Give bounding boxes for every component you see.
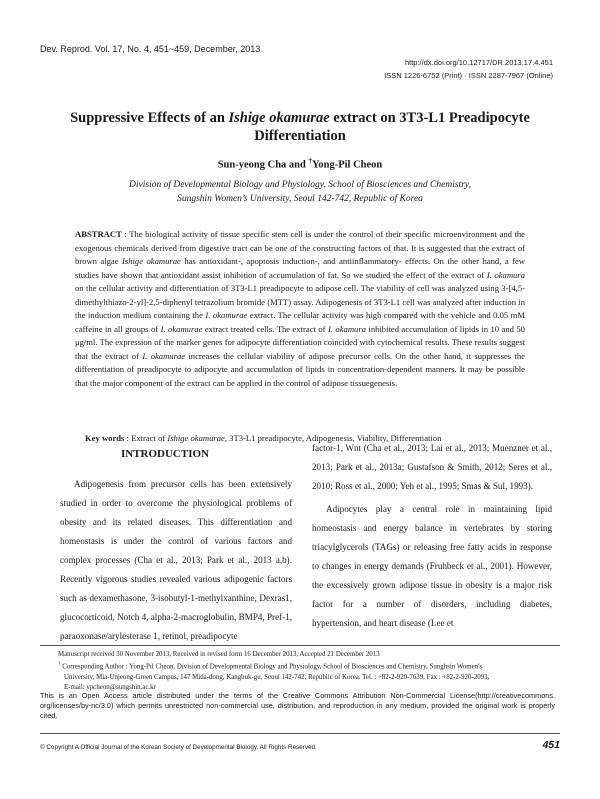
body-paragraph: Adipogenesis from precursor cells has been extensively studied in order to overcome the physiological problems of obesity and its related diseases. This differentiation and homeostasis is under the control of various factors and complex processes (Cha et al., 2013; Park et al., 2013 a,b). Recently vigorous studies revealed various adipogenic factors such as dexamethasone, 3-isobutyl-1-methylxanthine, Dexras1, glucocorticoid, Notch 4, alpha-2-macroglobulin, BMP4, Pref-1, paraoxonase/arylesterase 1, retinol, preadipocyte bbox=[60, 479, 292, 641]
abstract-text: extract treated cells. The extract of bbox=[202, 323, 328, 334]
body-paragraph: Adipocytes play a central role in maintaining lipid homeostasis and energy balance in vertebrates by storing triacylglycerols (TAGs) or releasing free fatty acids in response to changes in energy demands (Fruhbeck et al., 2001). However, the excessively grown adipose tissue in obesity is a major risk factor for a number of disorders, including diabetes, hypertension, and heart disease (Lee et bbox=[312, 504, 552, 628]
footnotes bbox=[58, 650, 558, 693]
keywords-text: : Extract of bbox=[124, 433, 168, 443]
abstract-species: Ishige okamurae bbox=[122, 256, 181, 267]
abstract-text: on the cellular activity and differentiation of 3T3-L1 preadipocyte to adipose cell. The viability of cell was analyzed using 3-[4,5-dimethylthiazo-2-yl]-2,5-diphenyl tetrazolium bromide (MTT) assay. Adipogenesis of 3T3-L1 cell was analyzed after induction in the induction medium containing the bbox=[75, 283, 525, 321]
paper-title bbox=[40, 109, 560, 145]
title-part2: extract on 3T3-L1 Preadipocyte bbox=[329, 110, 530, 126]
footnote-divider bbox=[40, 645, 560, 646]
manuscript-dates: Manuscript received 30 November 2013, Received in revised form 16 December 2013, Accepted 21 December 2013 bbox=[58, 651, 380, 658]
issn-line: ISSN 1226-6752 (Print) · ISSN 2287-7967 (Online) bbox=[384, 71, 553, 80]
abstract-species: I. okamura bbox=[486, 269, 525, 280]
corresponding-author bbox=[58, 660, 558, 673]
abstract-label: ABSTRACT bbox=[75, 229, 122, 239]
keywords-species: Ishige okamurae bbox=[167, 433, 225, 443]
author-second: Yong-Pil Cheon bbox=[311, 159, 383, 171]
keywords-text: , 3T3-L1 preadipocyte, Adipogenesis, Viability, Differentiation bbox=[224, 433, 442, 443]
body-paragraph: factor-1, Wnt (Cha et al., 2013; Lai et al., 2013; Muenzner et al., 2013; Park et al., 2013a; Gustafson & Smith, 2012; Seres et al., 2010; Ross et al., 2000; Yeh et al., 1995; Smas & Sul, 1993). bbox=[312, 443, 552, 491]
doi-link[interactable]: http://dx.doi.org/10.12717/DR.2013.17.4.451 bbox=[404, 58, 553, 67]
abstract-species: I. okamura bbox=[327, 323, 366, 334]
abstract-text: has antioxidant-, apoptosis induction-, and antiinflammatory- effects. On the other hand, a few studies have shown that antioxidant assist inhibition of accumulation of fat. So we studied the effect of the extract of bbox=[75, 256, 525, 280]
body-column-left bbox=[60, 475, 292, 646]
journal-citation: Dev. Reprod. Vol. 17, No. 4, 451~459, December, 2013 bbox=[40, 44, 261, 54]
corresponding-text: Corresponding Author : Yong-Pil Cheon, Division of Developmental Biology and Physiology, School of Biosciences and Chemistry, Sunghsin Women's bbox=[60, 663, 483, 671]
corresponding-dagger: † bbox=[308, 157, 312, 165]
abstract-text: extract. The cellular activity was high compared with the vehicle and 0.05 mM caffeine in all groups of bbox=[75, 310, 525, 334]
abstract-species: I. okamurae bbox=[160, 323, 203, 334]
affiliation-line1: Division of Developmental Biology and Physiology, School of Biosciences and Chemistry, bbox=[129, 180, 471, 190]
abstract bbox=[75, 228, 525, 391]
abstract-text: increases the cellular viability of adipose precursor cells. On the other hand, it suppresses the differentiation of preadipocyte to adipocyte and accumulation of lipids in concentration-dependent manners. It may be possible that the major component of the extract can be applied in the control of adipose tissuegenesis. bbox=[75, 350, 525, 389]
copyright: © Copyright A Official Journal of the Korean Society of Developmental Biology. All Rights Reserved. bbox=[40, 744, 317, 751]
corresponding-dagger: † bbox=[58, 662, 61, 668]
footer-divider bbox=[40, 733, 560, 734]
title-line2: Differentiation bbox=[254, 128, 346, 144]
section-heading-introduction: INTRODUCTION bbox=[120, 448, 209, 460]
open-access-notice: This is an Open Access article distributed under the terms of the Creative Commons Attribution Non-Commercial License(http://creativecommons. org/licenses/by-nc/3.0) which permits unrestricted non-commercial use, distribution, and reproduction in any medium, provided the original work is properly cited. bbox=[40, 691, 555, 721]
title-part1: Suppressive Effects of an bbox=[70, 110, 229, 126]
authors bbox=[40, 157, 560, 171]
abstract-species: I. okamurae bbox=[142, 350, 186, 361]
body-column-right bbox=[312, 439, 552, 633]
keywords-label: Key words bbox=[85, 433, 125, 443]
abstract-species: I. okamurae bbox=[205, 310, 248, 321]
page-number: 451 bbox=[542, 739, 560, 751]
title-species: Ishige okamurae bbox=[228, 110, 330, 126]
corresponding-email[interactable]: E-mail: ypcheon@sungshin.ac.kr bbox=[64, 683, 156, 691]
corresponding-address: University, Mia-Unjeong-Green Campus, 147 Mida-dong, Kangbuk-gu, Seoul 142-742, Republic of Korea. Tel. : +82-2-920-7639, Fax : +82-2-920-2093, bbox=[64, 673, 490, 681]
author-first: Sun-yeong Cha and bbox=[217, 159, 309, 171]
abstract-text: inhibited accumulation of lipids in 10 and 50 μg/ml. The expression of the marker genes for adipocyte differentiation coincided with cytochemical results. These results suggest that the extract of bbox=[75, 323, 525, 361]
affiliation-line2: Sungshin Women’s University, Seoul 142-742, Republic of Korea bbox=[177, 194, 423, 204]
abstract-text: : The biological activity of tissue specific stem cell is under the control of their specific microenvironment and the exogenous chemicals derived from digestive tract can be one of the constructing factors of that. It is suggested that the extract of brown algae bbox=[75, 229, 525, 267]
affiliation bbox=[40, 178, 560, 206]
